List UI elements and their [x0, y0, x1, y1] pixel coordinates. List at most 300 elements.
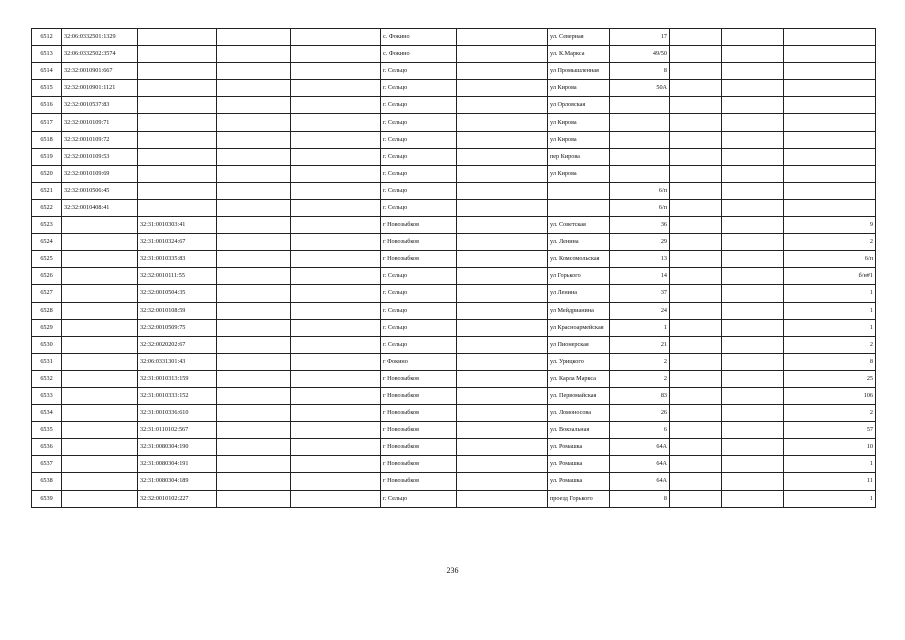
empty-cell: [291, 456, 381, 473]
house-cell: [610, 131, 670, 148]
locality-cell: г. Сельцо: [381, 285, 457, 302]
apartment-cell: [784, 97, 876, 114]
empty-cell: [291, 80, 381, 97]
empty-cell: [670, 302, 722, 319]
row-number: 6516: [32, 97, 62, 114]
cadastral-number-a: 32:06:0332502:3574: [62, 46, 138, 63]
row-number: 6515: [32, 80, 62, 97]
locality-cell: г. Сельцо: [381, 97, 457, 114]
locality-cell: г Фокино: [381, 353, 457, 370]
house-cell: [610, 114, 670, 131]
cadastral-number-a: 32:32:0010537:83: [62, 97, 138, 114]
apartment-cell: [784, 114, 876, 131]
cadastral-number-b: [138, 165, 217, 182]
empty-cell: [457, 165, 548, 182]
locality-cell: г Новозыбков: [381, 370, 457, 387]
empty-cell: [670, 114, 722, 131]
house-cell: 13: [610, 251, 670, 268]
house-cell: 83: [610, 387, 670, 404]
house-cell: 36: [610, 217, 670, 234]
row-number: 6520: [32, 165, 62, 182]
empty-cell: [457, 336, 548, 353]
cadastral-number-b: 32:31:0010313:159: [138, 370, 217, 387]
apartment-cell: [784, 182, 876, 199]
empty-cell: [291, 473, 381, 490]
cadastral-number-a: 32:32:0010109:72: [62, 131, 138, 148]
cadastral-number-a: 32:32:0010109:69: [62, 165, 138, 182]
empty-cell: [291, 182, 381, 199]
cadastral-number-b: 32:31:0080304:190: [138, 439, 217, 456]
empty-cell: [722, 439, 784, 456]
street-cell: ул. Урицкого: [548, 353, 610, 370]
apartment-cell: [784, 63, 876, 80]
cadastral-number-b: 32:31:0010336:610: [138, 405, 217, 422]
apartment-cell: [784, 148, 876, 165]
street-cell: пер Кирова: [548, 148, 610, 165]
empty-cell: [670, 285, 722, 302]
empty-cell: [457, 131, 548, 148]
empty-cell: [722, 29, 784, 46]
locality-cell: г. Сельцо: [381, 319, 457, 336]
empty-cell: [722, 80, 784, 97]
empty-cell: [457, 490, 548, 507]
house-cell: 64А: [610, 473, 670, 490]
apartment-cell: [784, 165, 876, 182]
empty-cell: [457, 387, 548, 404]
table-row: [32, 490, 876, 507]
cadastral-number-b: [138, 199, 217, 216]
house-cell: 29: [610, 234, 670, 251]
empty-cell: [291, 217, 381, 234]
empty-cell: [291, 46, 381, 63]
empty-cell: [670, 473, 722, 490]
empty-cell: [722, 490, 784, 507]
empty-cell: [457, 319, 548, 336]
apartment-cell: [784, 199, 876, 216]
empty-cell: [457, 353, 548, 370]
house-cell: 50А: [610, 80, 670, 97]
locality-cell: г. Сельцо: [381, 114, 457, 131]
row-number: 6514: [32, 63, 62, 80]
empty-cell: [670, 165, 722, 182]
apartment-cell: 106: [784, 387, 876, 404]
cadastral-number-b: 32:31:0010333:152: [138, 387, 217, 404]
cadastral-number-b: [138, 114, 217, 131]
empty-cell: [291, 285, 381, 302]
street-cell: ул Кирова: [548, 131, 610, 148]
empty-cell: [722, 234, 784, 251]
house-cell: 6/п: [610, 182, 670, 199]
cadastral-number-a: [62, 439, 138, 456]
cadastral-number-a: [62, 217, 138, 234]
cadastral-number-b: [138, 182, 217, 199]
cadastral-number-b: [138, 46, 217, 63]
empty-cell: [457, 473, 548, 490]
locality-cell: г Новозыбков: [381, 422, 457, 439]
row-number: 6512: [32, 29, 62, 46]
house-cell: 49/50: [610, 46, 670, 63]
cadastral-number-a: 32:32:0010506:45: [62, 182, 138, 199]
row-number: 6530: [32, 336, 62, 353]
table-row: [32, 439, 876, 456]
empty-cell: [670, 422, 722, 439]
empty-cell: [291, 234, 381, 251]
locality-cell: г Новозыбков: [381, 387, 457, 404]
empty-cell: [217, 165, 291, 182]
row-number: 6517: [32, 114, 62, 131]
cadastral-number-a: [62, 370, 138, 387]
table-row: [32, 370, 876, 387]
apartment-cell: [784, 29, 876, 46]
row-number: 6536: [32, 439, 62, 456]
street-cell: ул Кирова: [548, 80, 610, 97]
row-number: 6535: [32, 422, 62, 439]
empty-cell: [217, 405, 291, 422]
cadastral-number-b: 32:31:0010324:67: [138, 234, 217, 251]
empty-cell: [670, 405, 722, 422]
empty-cell: [217, 490, 291, 507]
apartment-cell: б/н#1: [784, 268, 876, 285]
empty-cell: [722, 387, 784, 404]
locality-cell: г. Сельцо: [381, 63, 457, 80]
table-row: [32, 63, 876, 80]
empty-cell: [722, 63, 784, 80]
house-cell: 2: [610, 353, 670, 370]
locality-cell: г. Сельцо: [381, 80, 457, 97]
street-cell: ул Кирова: [548, 165, 610, 182]
empty-cell: [291, 29, 381, 46]
row-number: 6522: [32, 199, 62, 216]
empty-cell: [722, 46, 784, 63]
empty-cell: [291, 251, 381, 268]
row-number: 6533: [32, 387, 62, 404]
empty-cell: [217, 387, 291, 404]
empty-cell: [722, 319, 784, 336]
locality-cell: г Новозыбков: [381, 405, 457, 422]
apartment-cell: 1: [784, 285, 876, 302]
locality-cell: г. Сельцо: [381, 199, 457, 216]
row-number: 6523: [32, 217, 62, 234]
cadastral-number-a: [62, 251, 138, 268]
empty-cell: [722, 405, 784, 422]
table-row: [32, 456, 876, 473]
row-number: 6529: [32, 319, 62, 336]
apartment-cell: 57: [784, 422, 876, 439]
empty-cell: [722, 473, 784, 490]
empty-cell: [217, 336, 291, 353]
empty-cell: [722, 422, 784, 439]
apartment-cell: 11: [784, 473, 876, 490]
row-number: 6524: [32, 234, 62, 251]
cadastral-number-a: [62, 285, 138, 302]
table-row: [32, 182, 876, 199]
cadastral-number-b: [138, 97, 217, 114]
table-row: [32, 80, 876, 97]
street-cell: ул Красноармейская: [548, 319, 610, 336]
table-row: [32, 46, 876, 63]
apartment-cell: 1: [784, 319, 876, 336]
empty-cell: [670, 97, 722, 114]
empty-cell: [722, 353, 784, 370]
row-number: 6534: [32, 405, 62, 422]
house-cell: 8: [610, 490, 670, 507]
empty-cell: [457, 234, 548, 251]
cadastral-number-a: 32:32:0010109:71: [62, 114, 138, 131]
empty-cell: [291, 63, 381, 80]
apartment-cell: 2: [784, 405, 876, 422]
row-number: 6513: [32, 46, 62, 63]
table-row: [32, 336, 876, 353]
empty-cell: [457, 422, 548, 439]
empty-cell: [722, 268, 784, 285]
cadastral-number-a: [62, 405, 138, 422]
house-cell: 64А: [610, 456, 670, 473]
row-number: 6519: [32, 148, 62, 165]
empty-cell: [457, 80, 548, 97]
cadastral-number-b: 32:32:0010509:75: [138, 319, 217, 336]
empty-cell: [457, 63, 548, 80]
house-cell: 6/п: [610, 199, 670, 216]
street-cell: ул Кирова: [548, 114, 610, 131]
empty-cell: [722, 302, 784, 319]
empty-cell: [291, 439, 381, 456]
empty-cell: [670, 46, 722, 63]
empty-cell: [217, 46, 291, 63]
street-cell: ул. Ломоносова: [548, 405, 610, 422]
empty-cell: [457, 405, 548, 422]
empty-cell: [457, 29, 548, 46]
table-row: [32, 473, 876, 490]
row-number: 6527: [32, 285, 62, 302]
cadastral-number-a: [62, 422, 138, 439]
row-number: 6518: [32, 131, 62, 148]
empty-cell: [457, 217, 548, 234]
empty-cell: [457, 199, 548, 216]
apartment-cell: [784, 46, 876, 63]
empty-cell: [670, 456, 722, 473]
table-row: [32, 97, 876, 114]
table-row: [32, 234, 876, 251]
street-cell: ул Мейдрианина: [548, 302, 610, 319]
row-number: 6521: [32, 182, 62, 199]
row-number: 6532: [32, 370, 62, 387]
row-number: 6526: [32, 268, 62, 285]
house-cell: 2: [610, 370, 670, 387]
empty-cell: [291, 114, 381, 131]
locality-cell: с. Фокино: [381, 29, 457, 46]
cadastral-number-a: [62, 234, 138, 251]
house-cell: 1: [610, 319, 670, 336]
empty-cell: [722, 370, 784, 387]
empty-cell: [670, 199, 722, 216]
apartment-cell: [784, 131, 876, 148]
apartment-cell: 1: [784, 302, 876, 319]
house-cell: 24: [610, 302, 670, 319]
house-cell: 17: [610, 29, 670, 46]
street-cell: ул. Северная: [548, 29, 610, 46]
cadastral-number-b: 32:32:0020202:67: [138, 336, 217, 353]
empty-cell: [722, 97, 784, 114]
locality-cell: г Новозыбков: [381, 234, 457, 251]
locality-cell: г. Сельцо: [381, 165, 457, 182]
locality-cell: г Новозыбков: [381, 456, 457, 473]
table-row: [32, 285, 876, 302]
empty-cell: [457, 46, 548, 63]
table-row: [32, 131, 876, 148]
empty-cell: [722, 251, 784, 268]
cadastral-number-a: [62, 302, 138, 319]
street-cell: [548, 199, 610, 216]
empty-cell: [457, 114, 548, 131]
table-row: [32, 29, 876, 46]
cadastral-number-a: [62, 387, 138, 404]
registry-rows: [32, 29, 876, 508]
street-cell: ул. Советская: [548, 217, 610, 234]
house-cell: 8: [610, 63, 670, 80]
empty-cell: [722, 456, 784, 473]
house-cell: 21: [610, 336, 670, 353]
empty-cell: [217, 97, 291, 114]
table-row: [32, 148, 876, 165]
empty-cell: [457, 148, 548, 165]
empty-cell: [670, 387, 722, 404]
empty-cell: [670, 182, 722, 199]
cadastral-number-b: 32:31:0080304:191: [138, 456, 217, 473]
row-number: 6538: [32, 473, 62, 490]
apartment-cell: 9: [784, 217, 876, 234]
street-cell: ул. К.Маркса: [548, 46, 610, 63]
cadastral-number-b: 32:06:0331301:43: [138, 353, 217, 370]
locality-cell: г Новозыбков: [381, 439, 457, 456]
locality-cell: с. Фокино: [381, 46, 457, 63]
empty-cell: [217, 353, 291, 370]
street-cell: ул Горького: [548, 268, 610, 285]
empty-cell: [291, 353, 381, 370]
empty-cell: [457, 370, 548, 387]
street-cell: ул. Первомайская: [548, 387, 610, 404]
page-number: 236: [446, 566, 459, 575]
table-row: [32, 114, 876, 131]
apartment-cell: 25: [784, 370, 876, 387]
table-row: [32, 199, 876, 216]
empty-cell: [457, 182, 548, 199]
street-cell: ул Пионерская: [548, 336, 610, 353]
cadastral-number-a: [62, 490, 138, 507]
empty-cell: [291, 490, 381, 507]
empty-cell: [291, 319, 381, 336]
street-cell: проезд Горького: [548, 490, 610, 507]
cadastral-number-a: 32:32:0010408:41: [62, 199, 138, 216]
empty-cell: [217, 456, 291, 473]
cadastral-number-a: 32:32:0010901:1121: [62, 80, 138, 97]
cadastral-number-b: 32:32:0010504:35: [138, 285, 217, 302]
row-number: 6525: [32, 251, 62, 268]
house-cell: [610, 165, 670, 182]
empty-cell: [291, 165, 381, 182]
table-row: [32, 319, 876, 336]
cadastral-number-a: [62, 319, 138, 336]
table-row: [32, 353, 876, 370]
empty-cell: [217, 439, 291, 456]
empty-cell: [457, 285, 548, 302]
empty-cell: [457, 268, 548, 285]
locality-cell: г. Сельцо: [381, 302, 457, 319]
apartment-cell: 10: [784, 439, 876, 456]
apartment-cell: [784, 80, 876, 97]
empty-cell: [670, 353, 722, 370]
empty-cell: [291, 268, 381, 285]
table-row: [32, 251, 876, 268]
cadastral-number-b: [138, 80, 217, 97]
locality-cell: г. Сельцо: [381, 490, 457, 507]
cadastral-number-a: [62, 336, 138, 353]
empty-cell: [670, 80, 722, 97]
street-cell: ул. Ленина: [548, 234, 610, 251]
empty-cell: [291, 97, 381, 114]
house-cell: [610, 97, 670, 114]
house-cell: 14: [610, 268, 670, 285]
empty-cell: [457, 439, 548, 456]
empty-cell: [217, 182, 291, 199]
cadastral-number-a: 32:06:0332501:1329: [62, 29, 138, 46]
empty-cell: [217, 268, 291, 285]
locality-cell: г. Сельцо: [381, 182, 457, 199]
empty-cell: [457, 251, 548, 268]
house-cell: 26: [610, 405, 670, 422]
cadastral-number-a: 32:32:0010109:53: [62, 148, 138, 165]
empty-cell: [217, 63, 291, 80]
empty-cell: [217, 234, 291, 251]
empty-cell: [217, 319, 291, 336]
empty-cell: [291, 422, 381, 439]
locality-cell: г Новозыбков: [381, 217, 457, 234]
empty-cell: [217, 422, 291, 439]
empty-cell: [217, 370, 291, 387]
cadastral-number-a: [62, 456, 138, 473]
cadastral-number-b: 32:31:0080304:189: [138, 473, 217, 490]
street-cell: [548, 182, 610, 199]
table-row: [32, 268, 876, 285]
house-cell: 37: [610, 285, 670, 302]
table-row: [32, 387, 876, 404]
cadastral-number-b: 32:32:0010102:227: [138, 490, 217, 507]
empty-cell: [217, 199, 291, 216]
table-row: [32, 165, 876, 182]
empty-cell: [670, 234, 722, 251]
empty-cell: [670, 370, 722, 387]
empty-cell: [722, 148, 784, 165]
empty-cell: [670, 336, 722, 353]
street-cell: ул. Комсомольская: [548, 251, 610, 268]
empty-cell: [722, 131, 784, 148]
street-cell: ул Промышленная: [548, 63, 610, 80]
house-cell: 6: [610, 422, 670, 439]
street-cell: ул Орловская: [548, 97, 610, 114]
apartment-cell: 1: [784, 490, 876, 507]
empty-cell: [670, 29, 722, 46]
locality-cell: г. Сельцо: [381, 131, 457, 148]
empty-cell: [291, 336, 381, 353]
empty-cell: [722, 336, 784, 353]
cadastral-number-a: [62, 353, 138, 370]
row-number: 6537: [32, 456, 62, 473]
cadastral-number-b: 32:32:0010108:59: [138, 302, 217, 319]
cadastral-number-b: 32:31:0010335:83: [138, 251, 217, 268]
house-cell: 64А: [610, 439, 670, 456]
street-cell: ул. Вокзальная: [548, 422, 610, 439]
empty-cell: [217, 251, 291, 268]
street-cell: ул. Карла Маркса: [548, 370, 610, 387]
